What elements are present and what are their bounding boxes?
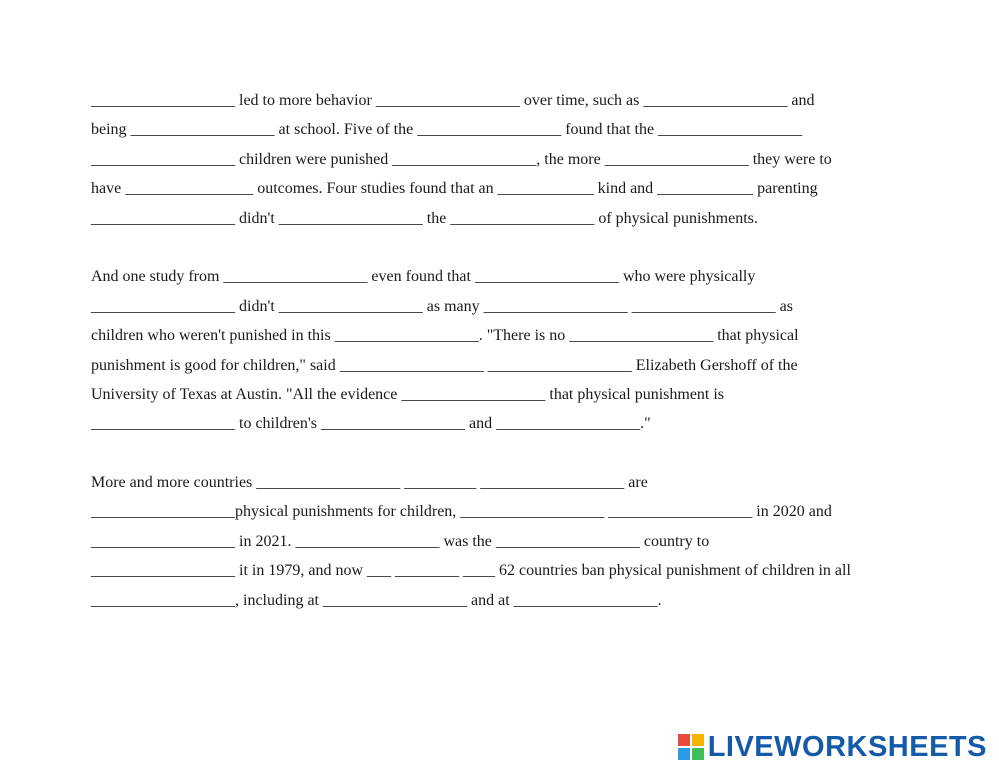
text-line: __________________ didn't __________________ as many __________________ __________________ as [91, 297, 793, 315]
text-line: __________________ led to more behavior __________________ over time, such as __________________ and [91, 92, 815, 109]
paragraph-1 [91, 86, 921, 233]
text-line: __________________, including at __________________ and at __________________. [91, 591, 662, 609]
paragraph-3 [91, 468, 921, 615]
logo-text: LIVEWORKSHEETS [707, 730, 987, 763]
worksheet-text [91, 86, 921, 615]
text-line: punishment is good for children," said __________________ __________________ Elizabeth Gershoff of the [91, 356, 798, 374]
text-line: University of Texas at Austin. "All the evidence __________________ that physical punishment is [91, 385, 725, 403]
text-line: __________________ didn't __________________ the __________________ of physical punishments. [91, 209, 758, 227]
text-line: __________________ children were punished __________________, the more __________________ they were to [91, 150, 832, 168]
liveworksheets-logo [678, 730, 987, 764]
text-line: __________________ in 2021. __________________ was the __________________ country to [91, 532, 710, 550]
text-line: have ________________ outcomes. Four studies found that an ____________ kind and ____________ parenting [91, 180, 818, 198]
text-line: More and more countries __________________ _________ __________________ are [91, 474, 648, 492]
text-line: __________________ it in 1979, and now ___ ________ ____ 62 countries ban physical punishment of children in all [91, 562, 851, 580]
text-line: And one study from __________________ even found that __________________ who were physically [91, 268, 756, 286]
text-line: __________________ to children's __________________ and __________________." [91, 415, 651, 433]
text-line: children who weren't punished in this __________________. "There is no __________________ that physical [91, 327, 799, 345]
paragraph-2 [91, 262, 921, 438]
text-line: __________________physical punishments for children, __________________ __________________ in 2020 and [91, 503, 832, 521]
liveworksheets-logo-icon [678, 734, 704, 760]
text-line: being __________________ at school. Five of the __________________ found that the __________________ [91, 121, 803, 139]
